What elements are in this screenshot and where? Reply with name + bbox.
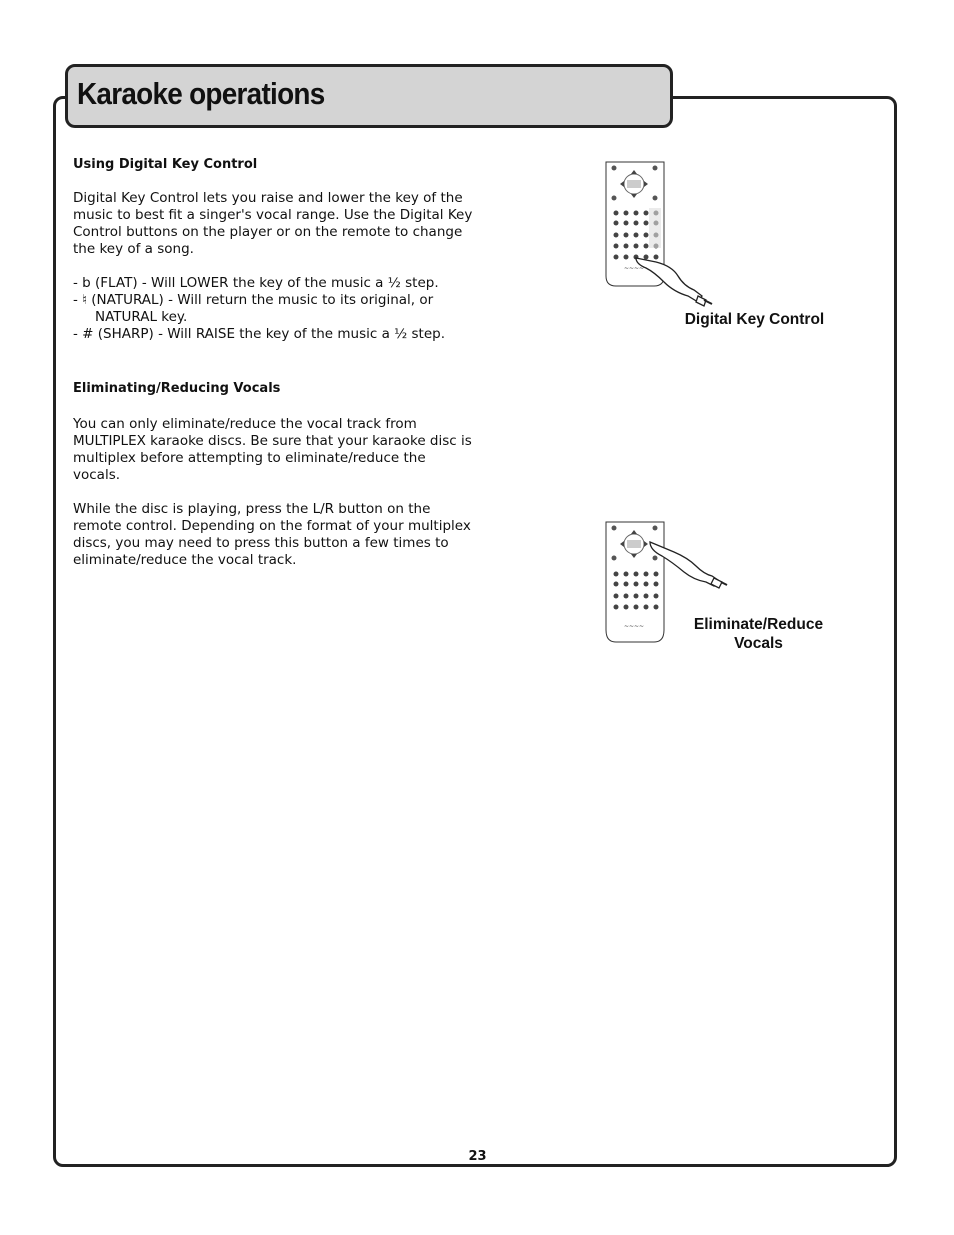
natural-prefix: - xyxy=(73,292,83,308)
natural-symbol: ♮ xyxy=(82,292,87,308)
digital-key-heading: Using Digital Key Control xyxy=(73,157,258,172)
digital-key-intro: Digital Key Control lets you raise and lower the key of the music to best fit a singer's vocal range. Use the Digital Key Control buttons on the player or on the remote to change the key of a song. xyxy=(73,190,473,257)
sharp-line: - # (SHARP) - Will RAISE the key of the music a ½ step. xyxy=(73,326,446,342)
vocals-section xyxy=(73,380,473,569)
natural-cont: NATURAL key. xyxy=(95,309,188,325)
page-title: Karaoke operations xyxy=(77,76,325,111)
vocals-para2: While the disc is playing, press the L/R button on the remote control. Depending on the format of your multiplex discs, you may need to press this button a few times to eliminate/reduce the vocal track. xyxy=(73,501,471,568)
remote-digital-key-illustration xyxy=(600,158,720,308)
eliminate-caption xyxy=(676,615,841,653)
title-tab xyxy=(65,64,673,128)
vocals-para1: You can only eliminate/reduce the vocal track from MULTIPLEX karaoke discs. Be sure that your karaoke disc is multiplex before attempting to eliminate/reduce the vocals. xyxy=(73,416,472,483)
natural-text: (NATURAL) - Will return the music to its original, or xyxy=(87,292,434,308)
svg-text:~~~~: ~~~~ xyxy=(623,623,645,630)
natural-line xyxy=(73,292,473,309)
svg-text:~~~~: ~~~~ xyxy=(623,265,645,272)
vocals-heading: Eliminating/Reducing Vocals xyxy=(73,381,281,396)
page-number: 23 xyxy=(468,1149,487,1164)
eliminate-caption-line1: Eliminate/Reduce xyxy=(693,616,824,633)
eliminate-caption-line2: Vocals xyxy=(734,635,783,652)
digital-key-section xyxy=(73,156,473,343)
digital-key-caption: Digital Key Control xyxy=(684,311,825,328)
flat-line: - b (FLAT) - Will LOWER the key of the music a ½ step. xyxy=(73,275,439,291)
